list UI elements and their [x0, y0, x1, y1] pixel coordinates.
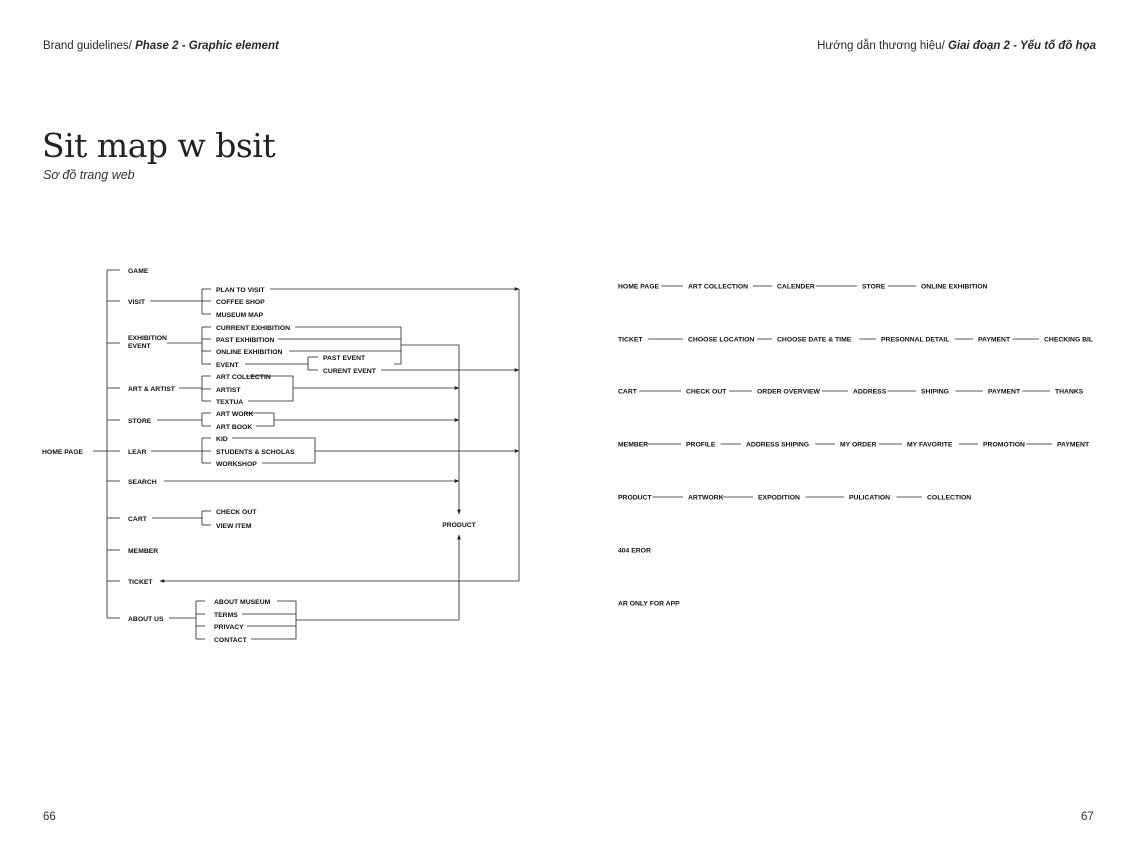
child-label-art-book: ART BOOK — [216, 424, 253, 431]
child-label-past-exhibition: PAST EXHIBITION — [216, 337, 275, 344]
header-left-prefix: Brand guidelines/ — [43, 40, 136, 52]
flow-2-thanks: THANKS — [1055, 388, 1084, 396]
section-label-visit: VISIT — [128, 299, 145, 306]
section-label-cart: CART — [128, 516, 147, 523]
flow-0-home-page: HOME PAGE — [618, 283, 660, 291]
about-bracket — [251, 601, 296, 639]
section-label-store: STORE — [128, 418, 152, 425]
child-label-museum-map: MUSEUM MAP — [216, 312, 264, 319]
flow-4-expodition: EXPODITION — [758, 494, 800, 502]
child-label-current-exhibition: CURRENT EXHIBITION — [216, 325, 291, 332]
child-label-students-and-scholas: STUDENTS & SCHOLAS — [216, 449, 295, 456]
flow-4-product: PRODUCT — [618, 494, 652, 502]
flow-6-ar-only-for-app: AR ONLY FOR APP — [618, 600, 680, 608]
child-label-textua: TEXTUA — [216, 399, 244, 406]
section-label-ticket: TICKET — [128, 579, 153, 586]
child-label-check-out: CHECK OUT — [216, 509, 257, 516]
flow-3-my-favorite: MY FAVORITE — [907, 441, 953, 449]
flow-0-store: STORE — [862, 283, 886, 291]
flow-5-404-eror: 404 EROR — [618, 547, 651, 555]
child-label-terms: TERMS — [214, 612, 238, 619]
flow-1-ticket: TICKET — [618, 336, 643, 344]
child-label-workshop: WORKSHOP — [216, 461, 257, 468]
header-left-emphasis: Phase 2 - Graphic element — [135, 40, 279, 52]
child-label-view-item: VIEW ITEM — [216, 523, 252, 530]
product-node: PRODUCT — [442, 522, 476, 529]
flow-3-address-shiping: ADDRESS SHIPING — [746, 441, 810, 449]
flow-3-profile: PROFILE — [686, 441, 716, 449]
flow-3-my-order: MY ORDER — [840, 441, 877, 449]
flow-0-art-collection: ART COLLECTION — [688, 283, 749, 291]
flow-2-shiping: SHIPING — [921, 388, 949, 396]
child-label-kid: KID — [216, 436, 228, 443]
page-title: Sit map w bsit — [42, 126, 276, 165]
flow-3-member: MEMBER — [618, 441, 649, 449]
child-label-about-museum: ABOUT MUSEUM — [214, 599, 271, 606]
section-label-search: SEARCH — [128, 479, 157, 486]
child-label-privacy: PRIVACY — [214, 624, 244, 631]
child-label-artist: ARTIST — [216, 387, 241, 394]
flow-1-choose-date-and-time: CHOOSE DATE & TIME — [777, 336, 852, 344]
flow-1-choose-location: CHOOSE LOCATION — [688, 336, 755, 344]
about-product-arrow — [296, 535, 459, 620]
child-label-contact: CONTACT — [214, 637, 247, 644]
child-label-past-event: PAST EVENT — [323, 355, 366, 362]
child-label-event: EVENT — [216, 362, 239, 369]
flow-4-pulication: PULICATION — [849, 494, 891, 502]
section-label-art-and-artist: ART & ARTIST — [128, 386, 175, 393]
section-label-exhibition: EXHIBITION — [128, 335, 167, 342]
flow-0-online-exhibition: ONLINE EXHIBITION — [921, 283, 988, 291]
flow-2-check-out: CHECK OUT — [686, 388, 727, 396]
child-label-art-work: ART WORK — [216, 411, 254, 418]
flow-0-calender: CALENDER — [777, 283, 815, 291]
section-label-lear: LEAR — [128, 449, 147, 456]
flow-2-address: ADDRESS — [853, 388, 887, 396]
section-label-about-us: ABOUT US — [128, 616, 164, 623]
child-label-curent-event: CURENT EVENT — [323, 368, 376, 375]
section-label-event: EVENT — [128, 343, 151, 350]
flow-4-collection: COLLECTION — [927, 494, 972, 502]
flow-2-cart: CART — [618, 388, 637, 396]
section-label-game: GAME — [128, 268, 149, 275]
child-label-art-collectin: ART COLLECTIN — [216, 374, 271, 381]
page-number-right: 67 — [1081, 811, 1094, 823]
child-label-coffee-shop: COFFEE SHOP — [216, 299, 265, 306]
sitemap-root-home-page: HOME PAGE — [42, 449, 84, 456]
child-label-plan-to-visit: PLAN TO VISIT — [216, 287, 265, 294]
header-right-emphasis: Giai đoạn 2 - Yếu tố đồ họa — [947, 40, 1096, 52]
flow-1-payment: PAYMENT — [978, 336, 1011, 344]
section-label-member: MEMBER — [128, 548, 159, 555]
page-subtitle: Sơ đồ trang web — [43, 168, 135, 182]
child-label-online-exhibition: ONLINE EXHIBITION — [216, 349, 283, 356]
flow-4-artwork: ARTWORK — [688, 494, 724, 502]
flow-1-checking-bil: CHECKING BIL — [1044, 336, 1094, 344]
flow-3-promotion: PROMOTION — [983, 441, 1025, 449]
flow-1-presonnal-detail: PRESONNAL DETAIL — [881, 336, 950, 344]
page-number-left: 66 — [43, 811, 56, 823]
flow-2-payment: PAYMENT — [988, 388, 1021, 396]
flow-3-payment: PAYMENT — [1057, 441, 1090, 449]
flow-2-order-overview: ORDER OVERVIEW — [757, 388, 820, 396]
header-right-prefix: Hướng dẫn thương hiệu/ — [817, 40, 948, 52]
